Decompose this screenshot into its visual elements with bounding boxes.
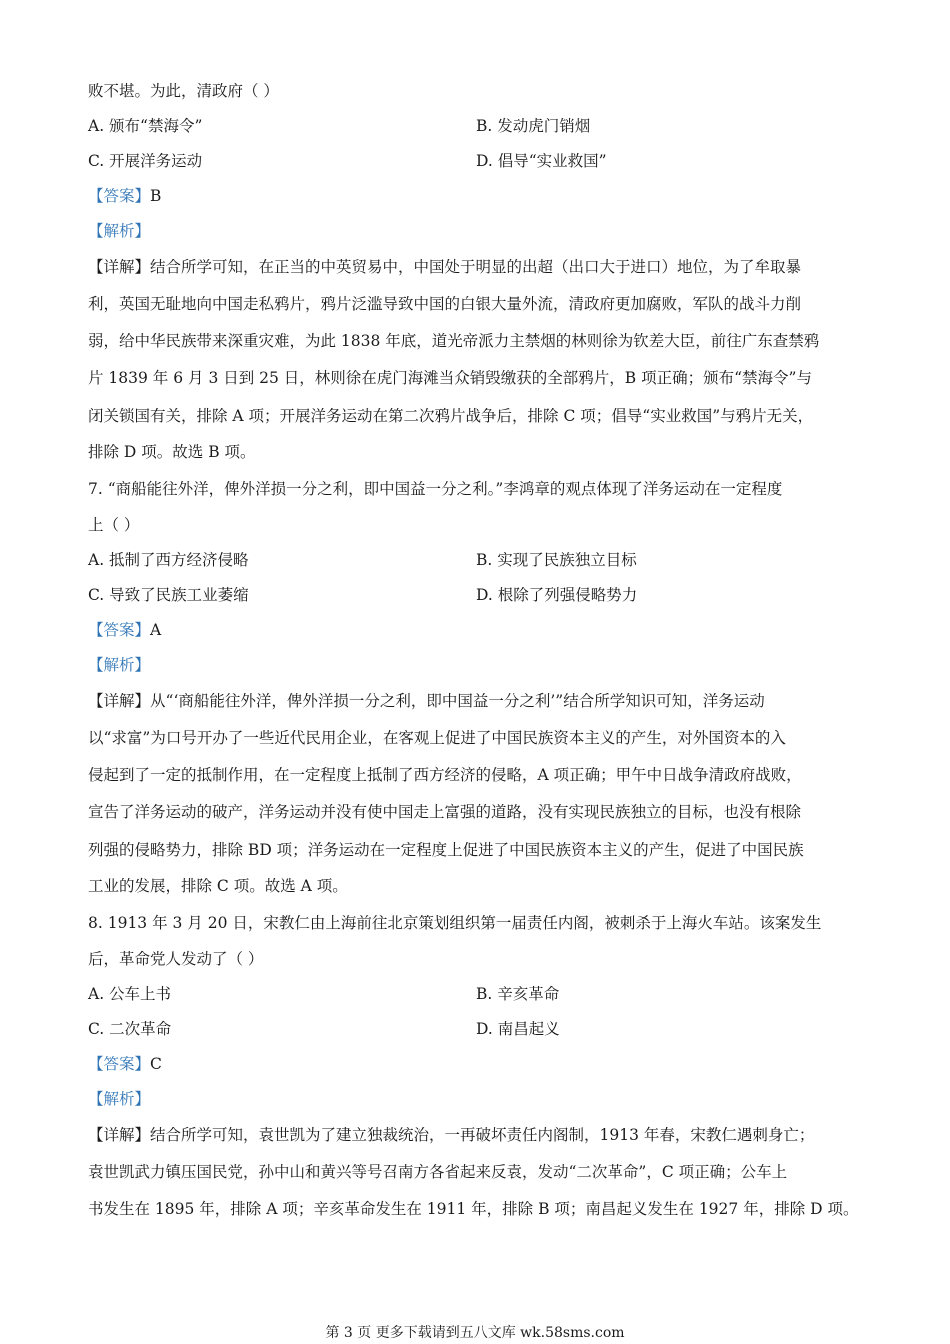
q7-detail-line: 以“求富”为口号开办了一些近代民用企业，在客观上促进了中国民族资本主义的产生，对外国资本的入: [88, 729, 786, 747]
q7-analysis-tag: 【解析】: [88, 656, 151, 674]
q7-option-b: B. 实现了民族独立目标: [476, 551, 637, 569]
q7-option-c: C. 导致了民族工业萎缩: [88, 586, 249, 604]
q8-detail-line: [88, 1125, 814, 1145]
page-footer: 第 3 页 更多下载请到五八文库 wk.58sms.com: [325, 1325, 625, 1341]
q7-answer-value: A: [150, 621, 162, 639]
q6-option-c: C. 开展洋务运动: [88, 152, 203, 170]
q6-answer: [88, 186, 161, 206]
q8-option-a: A. 公车上书: [88, 985, 172, 1003]
q6-detail-line: 弱，给中华民族带来深重灾难，为此 1838 年底，道光帝派力主禁烟的林则徐为钦差大臣，前往广东查禁鸦: [88, 332, 820, 350]
q8-analysis-tag: 【解析】: [88, 1090, 151, 1108]
detail-tag: 【详解】: [88, 258, 151, 276]
q8-answer: [88, 1054, 162, 1074]
q7-stem: 上（ ）: [88, 516, 140, 534]
q8-option-d: D. 南昌起义: [476, 1020, 560, 1038]
q6-detail-line: 片 1839 年 6 月 3 日到 25 日，林则徐在虎门海滩当众销毁缴获的全部鸦片，B 项正确；颁布“禁海令”与: [88, 369, 812, 387]
q6-analysis-tag: 【解析】: [88, 222, 151, 240]
q6-answer-value: B: [150, 187, 162, 205]
q8-stem: 后，革命党人发动了（ ）: [88, 950, 264, 968]
q7-option-d: D. 根除了列强侵略势力: [476, 586, 638, 604]
q8-detail-text: 结合所学可知，袁世凯为了建立独裁统治，一再破坏责任内阁制，1913 年春，宋教仁遇刺身亡；: [150, 1126, 815, 1144]
q6-option-b: B. 发动虎门销烟: [476, 117, 591, 135]
q7-detail-line: 宣告了洋务运动的破产，洋务运动并没有使中国走上富强的道路，没有实现民族独立的目标，也没有根除: [88, 803, 802, 821]
q6-detail-line: 闭关锁国有关，排除 A 项；开展洋务运动在第二次鸦片战争后，排除 C 项；倡导“实业救国”与鸦片无关，: [88, 407, 814, 425]
q8-detail-line: 袁世凯武力镇压国民党，孙中山和黄兴等号召南方各省起来反袁，发动“二次革命”，C 项正确；公车上: [88, 1163, 788, 1181]
q8-detail-line: 书发生在 1895 年，排除 A 项；辛亥革命发生在 1911 年，排除 B 项；南昌起义发生在 1927 年，排除 D 项。: [88, 1200, 859, 1218]
q8-option-c: C. 二次革命: [88, 1020, 172, 1038]
detail-tag: 【详解】: [88, 692, 151, 710]
q6-option-d: D. 倡导“实业救国”: [476, 152, 607, 170]
detail-tag: 【详解】: [88, 1126, 151, 1144]
answer-tag: 【答案】: [88, 187, 151, 205]
q7-detail-line: 列强的侵略势力，排除 BD 项；洋务运动在一定程度上促进了中国民族资本主义的产生，促进了中国民族: [88, 841, 804, 859]
q8-option-b: B. 辛亥革命: [476, 985, 560, 1003]
q7-detail-line: [88, 691, 765, 711]
q8-stem: 8. 1913 年 3 月 20 日，宋教仁由上海前往北京策划组织第一届责任内阁，被刺杀于上海火车站。该案发生: [88, 914, 822, 932]
q6-detail-line: 利，英国无耻地向中国走私鸦片，鸦片泛滥导致中国的白银大量外流，清政府更加腐败，军队的战斗力削: [88, 295, 802, 313]
q6-detail-line: [88, 257, 801, 277]
q7-answer: [88, 620, 161, 640]
q6-detail-line: 排除 D 项。故选 B 项。: [88, 443, 256, 461]
q6-detail-text: 结合所学可知，在正当的中英贸易中，中国处于明显的出超（出口大于进口）地位，为了牟取暴: [150, 258, 802, 276]
q8-answer-value: C: [150, 1055, 162, 1073]
q7-option-a: A. 抵制了西方经济侵略: [88, 551, 249, 569]
q6-stem: 败不堪。为此，清政府（ ）: [88, 82, 279, 100]
q7-detail-text: 从“‘商船能往外洋，俾外洋损一分之利，即中国益一分之利’”结合所学知识可知，洋务运动: [150, 692, 765, 710]
q6-option-a: A. 颁布“禁海令”: [88, 117, 203, 135]
q7-detail-line: 侵起到了一定的抵制作用，在一定程度上抵制了西方经济的侵略，A 项正确；甲午中日战争清政府战败，: [88, 766, 802, 784]
answer-tag: 【答案】: [88, 621, 151, 639]
answer-tag: 【答案】: [88, 1055, 151, 1073]
q7-stem: 7. “商船能往外洋，俾外洋损一分之利，即中国益一分之利。”李鸿章的观点体现了洋务运动在一定程度: [88, 480, 783, 498]
q7-detail-line: 工业的发展，排除 C 项。故选 A 项。: [88, 877, 348, 895]
